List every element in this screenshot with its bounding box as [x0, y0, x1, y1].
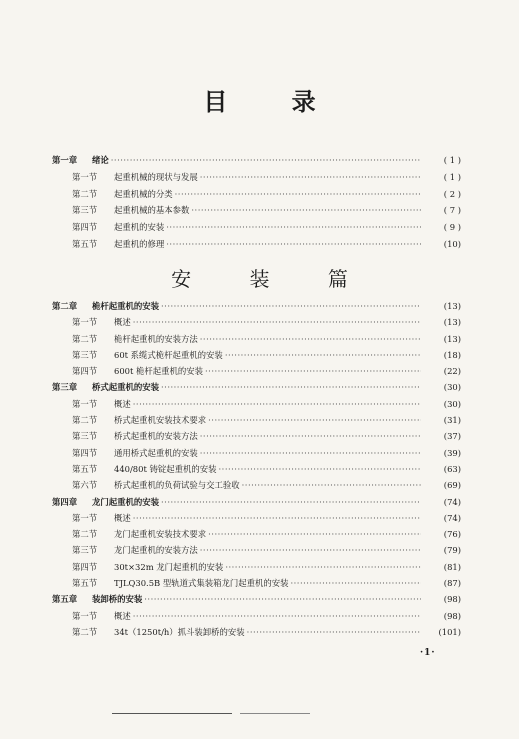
toc-section-row[interactable] [52, 169, 461, 186]
toc-dot-leader [200, 169, 421, 186]
toc-dot-leader [208, 526, 421, 542]
toc-entry-number: 第四节 [72, 561, 98, 572]
toc-entry-title: 绪论 [92, 155, 109, 165]
toc-entry-number: 第二章 [52, 301, 78, 311]
toc-entry-page: (76) [443, 529, 461, 540]
toc-entry-number: 第三章 [52, 382, 78, 393]
toc-entry-page: (13) [443, 317, 461, 328]
toc-entry-title: 34t（1250t/h）抓斗装卸桥的安装 [114, 626, 245, 637]
toc-entry-number: 第一节 [72, 512, 98, 523]
toc-entry-page: (63) [443, 463, 461, 474]
toc-entry-page: (13) [443, 301, 461, 311]
toc-entry-title: 起重机械的分类 [114, 188, 173, 199]
toc-entry-page: (74) [443, 496, 461, 507]
toc-section-row[interactable] [52, 477, 461, 493]
toc-entry-title: 龙门起重机的安装 [92, 496, 159, 507]
toc-dot-leader [161, 494, 421, 510]
toc-entry-title: 桥式起重机安装技术要求 [114, 415, 207, 426]
toc-dot-leader [205, 363, 421, 379]
bottom-rule-2 [240, 713, 310, 714]
toc-entry-number: 第四节 [72, 222, 98, 233]
toc-dot-leader [219, 461, 422, 477]
toc-section-row[interactable] [52, 608, 461, 624]
toc-entry-page: ( 9 ) [443, 222, 461, 233]
toc-section-row[interactable] [52, 559, 461, 575]
toc-chapter-row[interactable] [52, 152, 461, 169]
toc-dot-leader [166, 219, 421, 236]
toc-dot-leader [247, 624, 421, 640]
toc-entry-number: 第一节 [72, 398, 98, 409]
toc-entry-number: 第一章 [52, 155, 78, 165]
toc-entry-title: 30t×32m 龙门起重机的安装 [114, 561, 224, 572]
toc-section-row[interactable] [52, 542, 461, 558]
toc-entry-title: 装卸桥的安装 [92, 594, 143, 605]
toc-entry-page: (30) [443, 398, 461, 409]
toc-entry-number: 第四节 [72, 366, 98, 377]
toc-chapter-row[interactable] [52, 298, 461, 314]
toc-section-row[interactable] [52, 236, 461, 253]
toc-entry-title: 440/80t 铸锭起重机的安装 [114, 463, 217, 474]
toc-entry-page: (69) [443, 480, 461, 491]
toc-entry-page: ( 2 ) [443, 188, 461, 199]
toc-entry-number: 第五节 [72, 578, 98, 589]
toc-entry-page: (31) [443, 415, 461, 426]
toc-section-row[interactable] [52, 202, 461, 219]
toc-dot-leader [161, 298, 421, 314]
toc-entry-title: 桥式起重机的负荷试验与交工验收 [114, 480, 240, 491]
toc-entry-title: 起重机的安装 [114, 222, 165, 233]
toc-dot-leader [200, 542, 421, 558]
toc-dot-leader [111, 152, 421, 169]
toc-entry-number: 第二节 [72, 188, 98, 199]
toc-dot-leader [133, 314, 421, 330]
toc-entry-page: (22) [443, 366, 461, 377]
bottom-rule [112, 713, 232, 714]
toc-section-row[interactable] [52, 445, 461, 461]
page-title: 目 录 [203, 87, 344, 116]
toc-entry-number: 第三节 [72, 431, 98, 442]
toc-entry-title: 60t 系缆式桅杆起重机的安装 [114, 349, 223, 360]
toc-section-row[interactable] [52, 314, 461, 330]
toc-dot-leader [144, 591, 421, 607]
toc-section-row[interactable] [52, 186, 461, 203]
toc-entry-title: 起重机械的基本参数 [114, 205, 190, 216]
toc-dot-leader [166, 236, 421, 253]
toc-section-row[interactable] [52, 412, 461, 428]
toc-entry-number: 第五节 [72, 463, 98, 474]
toc-entry-title: 龙门起重机的安装方法 [114, 545, 198, 556]
toc-entry-title: 概述 [114, 398, 131, 409]
toc-entry-title: 概述 [114, 512, 131, 523]
toc-dot-leader [200, 428, 421, 444]
toc-chapter-row[interactable] [52, 494, 461, 510]
toc-entry-number: 第五节 [72, 238, 98, 249]
toc-section-row[interactable] [52, 624, 461, 640]
toc-entry-number: 第二节 [72, 529, 98, 540]
toc-entry-title: 起重机械的现状与发展 [114, 171, 198, 182]
toc-entry-title: 桥式起重机的安装方法 [114, 431, 198, 442]
toc-installation [52, 298, 461, 640]
toc-section-row[interactable] [52, 526, 461, 542]
toc-section-row[interactable] [52, 510, 461, 526]
toc-dot-leader [200, 445, 421, 461]
toc-entry-title: 起重机的修理 [114, 238, 165, 249]
toc-entry-title: 桅杆起重机的安装 [92, 301, 159, 311]
toc-dot-leader [225, 347, 421, 363]
toc-section-row[interactable] [52, 575, 461, 591]
toc-entry-page: (74) [443, 512, 461, 523]
toc-entry-page: (30) [443, 382, 461, 393]
toc-entry-title: TJLQ30.5B 型轨道式集装箱龙门起重机的安装 [114, 578, 289, 589]
toc-entry-title: 桅杆起重机的安装方法 [114, 333, 198, 344]
toc-entry-page: (39) [443, 447, 461, 458]
toc-entry-title: 龙门起重机安装技术要求 [114, 529, 207, 540]
toc-entry-page: (98) [443, 610, 461, 621]
toc-entry-page: ( 1 ) [443, 155, 461, 165]
toc-dot-leader [200, 331, 421, 347]
toc-entry-page: (13) [443, 333, 461, 344]
toc-entry-page: ( 1 ) [443, 171, 461, 182]
toc-intro [52, 152, 461, 253]
toc-entry-page: (87) [443, 578, 461, 589]
toc-dot-leader [133, 510, 421, 526]
toc-entry-number: 第三节 [72, 205, 98, 216]
toc-entry-title: 桥式起重机的安装 [92, 382, 159, 393]
toc-section-row[interactable] [52, 461, 461, 477]
toc-section-row[interactable] [52, 347, 461, 363]
toc-section-row[interactable] [52, 331, 461, 347]
toc-section-row[interactable] [52, 363, 461, 379]
toc-dot-leader [133, 608, 421, 624]
toc-entry-number: 第二节 [72, 626, 98, 637]
toc-entry-number: 第四节 [72, 447, 98, 458]
toc-entry-page: (79) [443, 545, 461, 556]
toc-dot-leader [161, 379, 421, 395]
toc-dot-leader [191, 202, 421, 219]
toc-entry-number: 第二节 [72, 415, 98, 426]
page-number: ·1· [420, 648, 436, 658]
toc-entry-number: 第二节 [72, 333, 98, 344]
toc-entry-number: 第三节 [72, 349, 98, 360]
toc-entry-number: 第六节 [72, 480, 98, 491]
toc-entry-title: 概述 [114, 317, 131, 328]
toc-dot-leader [175, 186, 421, 203]
section-title: 安 装 篇 [171, 267, 374, 291]
toc-entry-number: 第一节 [72, 610, 98, 621]
toc-entry-page: (18) [443, 349, 461, 360]
toc-entry-page: (37) [443, 431, 461, 442]
toc-dot-leader [133, 396, 421, 412]
toc-entry-page: (101) [438, 626, 461, 637]
toc-entry-page: ( 7 ) [443, 205, 461, 216]
toc-dot-leader [225, 559, 421, 575]
toc-entry-page: (10) [443, 238, 461, 249]
toc-dot-leader [290, 575, 421, 591]
toc-dot-leader [208, 412, 421, 428]
toc-entry-number: 第五章 [52, 594, 78, 605]
toc-entry-title: 通用桥式起重机的安装 [114, 447, 198, 458]
toc-chapter-row[interactable] [52, 591, 461, 607]
toc-entry-number: 第一节 [72, 317, 98, 328]
toc-entry-title: 600t 桅杆起重机的安装 [114, 366, 204, 377]
toc-entry-number: 第一节 [72, 171, 98, 182]
toc-dot-leader [242, 477, 421, 493]
toc-section-row[interactable] [52, 428, 461, 444]
toc-entry-page: (98) [443, 594, 461, 605]
toc-section-row[interactable] [52, 396, 461, 412]
toc-chapter-row[interactable] [52, 379, 461, 395]
toc-entry-number: 第四章 [52, 496, 78, 507]
toc-entry-title: 概述 [114, 610, 131, 621]
toc-entry-number: 第三节 [72, 545, 98, 556]
toc-entry-page: (81) [443, 561, 461, 572]
toc-section-row[interactable] [52, 219, 461, 236]
